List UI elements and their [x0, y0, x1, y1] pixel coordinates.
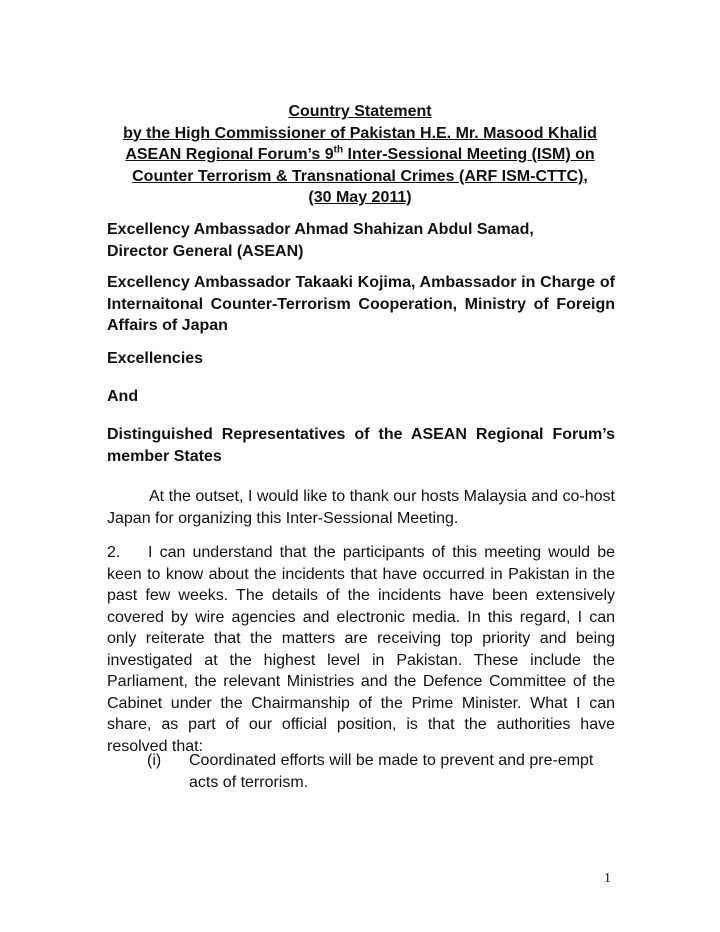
- title-line-3-before: ASEAN Regional Forum’s 9: [125, 146, 334, 163]
- paragraph-2-text: I can understand that the participants of this meeting would be keen to know about the incidents that have occurred in Pakistan in the past few weeks. The details of the incidents have been extensively covered by wire agencies and electronic media. In this regard, I can only reiterate that the matters are receiving top priority and being investigated at the highest level in Pakistan. These include the Parliament, the relevant Ministries and the Defence Committee of the Cabinet under the Chairmanship of the Prime Minister. What I can share, as part of our official position, is that the authorities have resolved that:: [107, 544, 615, 755]
- page-number: 1: [604, 871, 611, 886]
- salutation-addressee-1: [107, 219, 615, 262]
- list-item-text: Coordinated efforts will be made to prevent and pre-empt acts of terrorism.: [189, 752, 594, 791]
- title-line-3: [104, 144, 616, 166]
- paragraph-1: At the outset, I would like to thank our hosts Malaysia and co-host Japan for organizing this Inter-Sessional Meeting.: [107, 488, 615, 527]
- addressee-1-line-2: Director General (ASEAN): [107, 242, 304, 260]
- list-item: [147, 750, 615, 793]
- title-line-3-after: Inter-Sessional Meeting (ISM) on: [343, 146, 595, 163]
- salutation-representatives: Distinguished Representatives of the ASEAN Regional Forum’s member States: [107, 426, 615, 465]
- salutation-excellencies: Excellencies: [107, 350, 204, 367]
- title-line-5: (30 May 2011): [308, 189, 412, 206]
- paragraph-2-number: 2.: [107, 544, 121, 561]
- salutation-addressee-2: Excellency Ambassador Takaaki Kojima, Ambassador in Charge of Internaitonal Counter-Terrorism Cooperation, Ministry of Foreign Affairs of Japan: [107, 274, 615, 334]
- statement-title: [104, 101, 616, 209]
- salutation-and: And: [107, 388, 139, 405]
- title-line-1: Country Statement: [288, 103, 432, 120]
- addressee-1-line-1: Excellency Ambassador Ahmad Shahizan Abdul Samad,: [107, 221, 534, 238]
- title-line-2: by the High Commissioner of Pakistan H.E. Mr. Masood Khalid: [123, 124, 597, 142]
- title-superscript: th: [333, 144, 344, 156]
- title-line-4: Counter Terrorism & Transnational Crimes (ARF ISM-CTTC),: [132, 167, 588, 185]
- paragraph-2: [107, 542, 615, 757]
- list-item-marker: (i): [147, 752, 162, 769]
